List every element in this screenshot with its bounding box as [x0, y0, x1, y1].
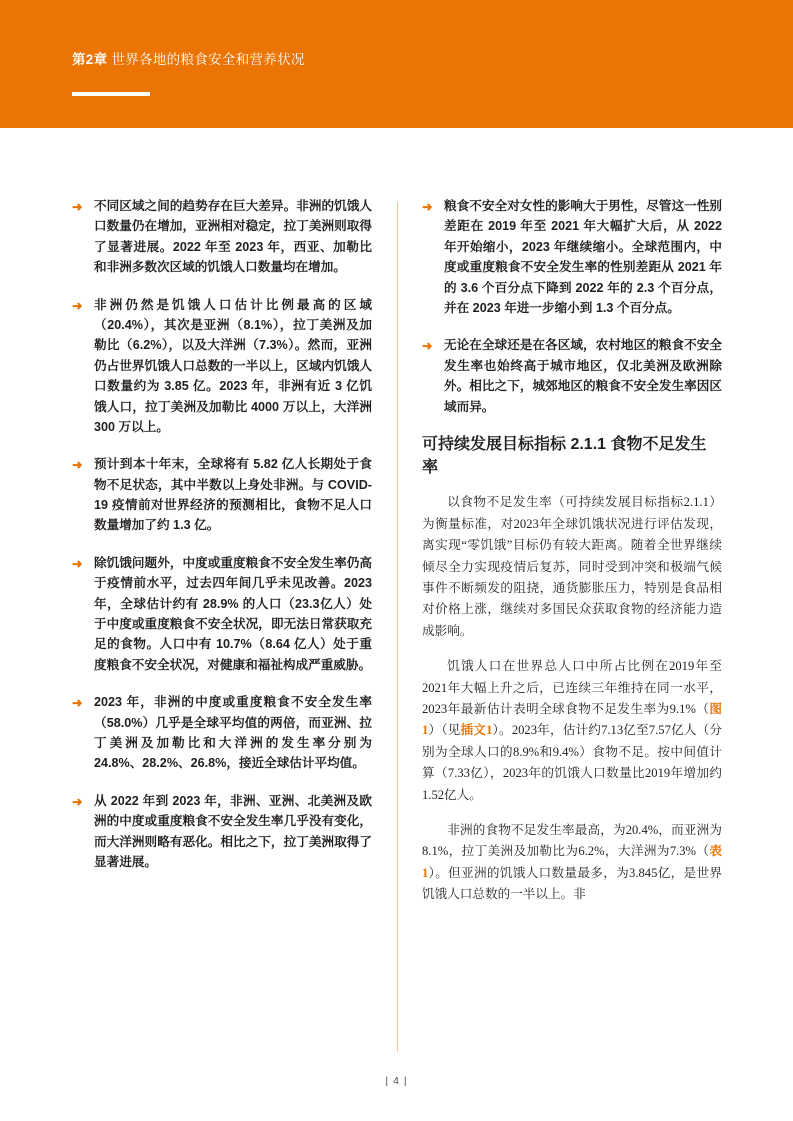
- left-column: [72, 196, 372, 889]
- right-column: [422, 196, 722, 920]
- body-paragraph: [422, 820, 722, 906]
- paragraph-text: 以食物不足发生率（可持续发展目标指标2.1.1）为衡量标准，对2023年全球饥饿状况进行评估发现，离实现“零饥饿”目标仍有较大距离。随着全世界继续倾尽全力实现疫情后复苏，同时受到冲突和极端气候事件不断频发的阻挠，通货膨胀压力，特别是食品相对价格上涨，继续对多国民众获取食物的经济能力造成影响。: [422, 495, 722, 638]
- bullet-item: [72, 196, 372, 278]
- figure-reference[interactable]: 图1: [422, 702, 722, 738]
- bullet-item: [422, 196, 722, 318]
- arrow-bullet-icon: ➜: [72, 458, 83, 473]
- chapter-header-title: [72, 48, 305, 68]
- bullet-item: [72, 791, 372, 873]
- body-paragraph: [422, 656, 722, 806]
- paragraph-text: 非洲的食物不足发生率最高，为20.4%，而亚洲为8.1%，拉丁美洲及加勒比为6.2%，大洋洲为7.3%（: [422, 823, 722, 859]
- arrow-bullet-icon: ➜: [72, 556, 83, 571]
- bullet-item: [72, 295, 372, 438]
- arrow-bullet-icon: ➜: [422, 200, 433, 214]
- column-divider: [397, 202, 398, 1052]
- bullet-text: 从 2022 年到 2023 年，非洲、亚洲、北美洲及欧洲的中度或重度粮食不安全发生率几乎没有变化，而大洋洲则略有恶化。相比之下，拉丁美洲取得了显著进展。: [94, 793, 372, 869]
- table-reference[interactable]: 表1: [422, 844, 722, 880]
- box-reference[interactable]: 插文1: [460, 723, 493, 738]
- page-footer: [0, 1075, 793, 1087]
- bullet-text: 粮食不安全对女性的影响大于男性，尽管这一性别差距在 2019 年至 2021 年大幅扩大后，从 2022 年开始缩小，2023 年继续缩小。全球范围内，中度或重度粮食不安全发生率的性别差距从 2021 年的 3.6 个百分点下降到 2022 年的 2.3 个百分点，并在 2023 年进一步缩小到 1.3 个百分点。: [444, 199, 722, 315]
- page-number: | 4 |: [385, 1075, 408, 1087]
- chapter-header-band: [0, 0, 793, 128]
- bullet-text: 除饥饿问题外，中度或重度粮食不安全发生率仍高于疫情前水平，过去四年间几乎未见改善。2023 年，全球估计约有 28.9% 的人口（23.3亿人）处于中度或重度粮食不安全状况，即无法日常获取充足的食物。人口中有 10.7%（8.64 亿人）处于重度粮食不安全状况，对健康和福祉构成严重威胁。: [94, 555, 372, 672]
- section-subheading: 可持续发展目标指标 2.1.1 食物不足发生率: [422, 435, 707, 476]
- arrow-bullet-icon: ➜: [422, 339, 433, 354]
- arrow-bullet-icon: ➜: [72, 298, 83, 313]
- arrow-bullet-icon: ➜: [72, 200, 83, 214]
- bullet-item: [422, 335, 722, 417]
- bullet-text: 预计到本十年末，全球将有 5.82 亿人长期处于食物不足状态，其中半数以上身处非洲。与 COVID-19 疫情前对世界经济的预测相比，食物不足人口数量增加了约 1.3 亿。: [94, 457, 372, 533]
- page-content: [72, 196, 722, 1056]
- bullet-item: [72, 454, 372, 536]
- bullet-text: 2023 年，非洲的中度或重度粮食不安全发生率（58.0%）几乎是全球平均值的两倍，而亚洲、拉丁美洲及加勒比和大洋洲的发生率分别为 24.8%、28.2%、26.8%，接近全球估计平均值。: [94, 695, 372, 771]
- paragraph-text: 饥饿人口在世界总人口中所占比例在2019年至2021年大幅上升之后，已连续三年维持在同一水平，2023年最新估计表明全球食物不足发生率为9.1%（: [422, 659, 722, 716]
- bullet-text: 非洲仍然是饥饿人口估计比例最高的区域（20.4%），其次是亚洲（8.1%），拉丁美洲及加勒比（6.2%），以及大洋洲（7.3%）。然而，亚洲仍占世界饥饿人口总数的一半以上，区域内饥饿人口数量约为 3.85 亿。2023 年，非洲有近 3 亿饥饿人口，拉丁美洲及加勒比 4000 万以上，大洋洲 300 万以上。: [94, 297, 372, 434]
- chapter-number: 第2章: [72, 52, 108, 67]
- bullet-text: 不同区域之间的趋势存在巨大差异。非洲的饥饿人口数量仍在增加，亚洲相对稳定，拉丁美洲则取得了显著进展。2022 年至 2023 年，西亚、加勒比和非洲多数次区域的饥饿人口数量均在增加。: [94, 199, 372, 275]
- bullet-text: 无论在全球还是在各区域，农村地区的粮食不安全发生率也始终高于城市地区，仅北美洲及欧洲除外。相比之下，城郊地区的粮食不安全发生率因区域而异。: [444, 338, 722, 414]
- arrow-bullet-icon: ➜: [72, 794, 83, 809]
- paragraph-text: ）（见: [428, 723, 461, 738]
- bullet-item: [72, 692, 372, 774]
- chapter-title-text: 世界各地的粮食安全和营养状况: [111, 52, 305, 67]
- body-paragraph: [422, 492, 722, 642]
- paragraph-text: ）。2023年，估计约7.13亿至7.57亿人（分别为全球人口的8.9%和9.4%）食物不足。按中间值计算（7.33亿），2023年的饥饿人口数量比2019年增加约1.52亿人。: [422, 723, 723, 802]
- header-underline-rule: [72, 92, 150, 96]
- bullet-item: [72, 553, 372, 675]
- arrow-bullet-icon: ➜: [72, 696, 83, 711]
- paragraph-text: ）。但亚洲的饥饿人口数量最多，为3.845亿，是世界饥饿人口总数的一半以上。非: [422, 865, 722, 902]
